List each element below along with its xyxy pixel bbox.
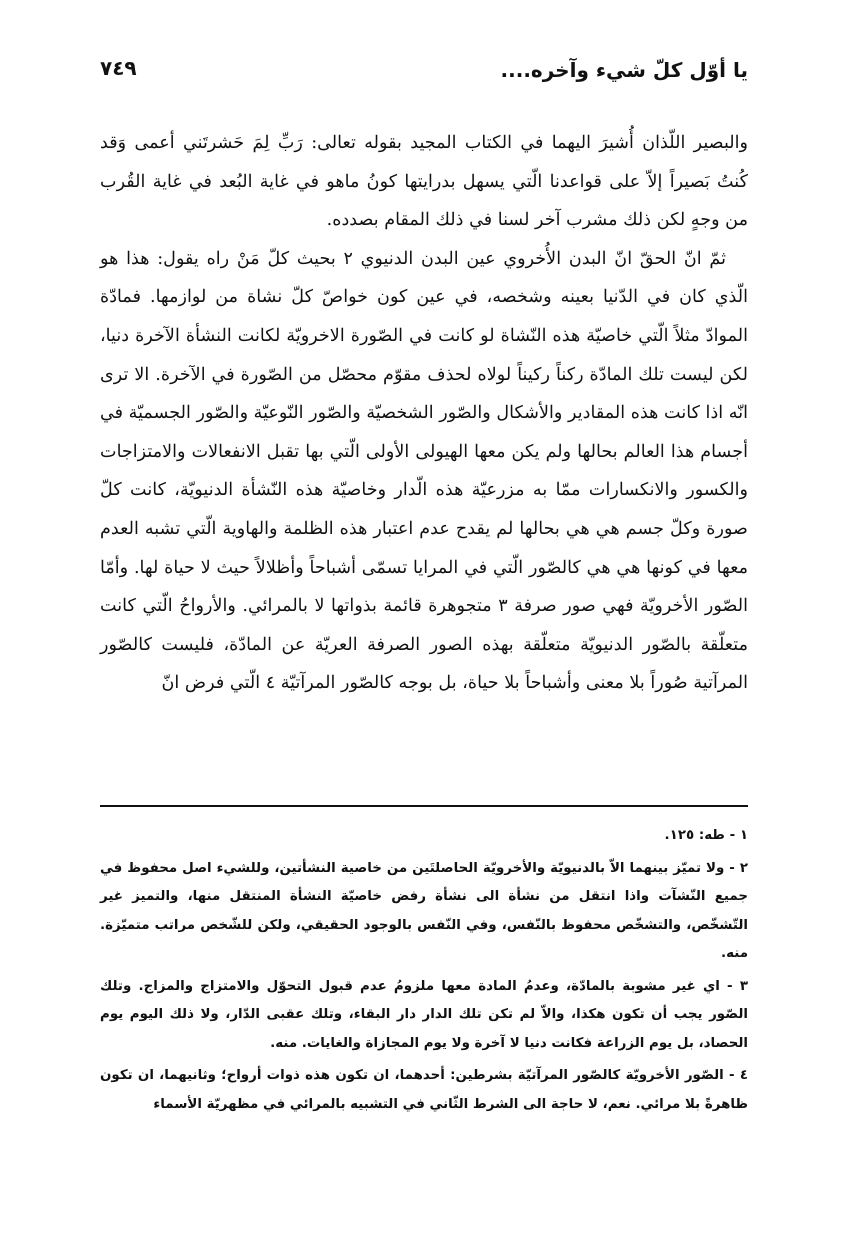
- page-number: ٧٤٩: [100, 56, 137, 80]
- footnote-2: ٢ - ولا تميّز بينهما الاّ بالدنيويّة والأخرويّة الحاصلتَين من خاصية النشأتين، وللشيء اصل محفوظ في جميع النّشآت واذا انتقل من نشأة الى نشأة رفض خاصيّة النشأة المنتقل منها، والتميز غير التّشخّص، والتشخّص محفوظ بالنّفس، وفي النّفس بالوجود الحقيقي، ولكن للشّخص مراتب متميّزة. منه.: [100, 860, 748, 961]
- paragraph: ثمّ انّ الحقّ انّ البدن الأُخروي عين البدن الدنيوي ٢ بحيث كلّ مَنْ راه يقول: هذا هو الّذي كان في الدّنيا بعينه وشخصه، في عين كون خواصّ كلّ نشاة من لوازمها. فمادّة الموادّ مثلاً الّتي خاصيّة هذه النّشاة لو كانت في الصّورة الاخرويّة لكانت النشأة الآخرة دنيا، لكن ليست تلك المادّة ركناً ركيناً لولاه لحذف مقوّم محصّل من الصّورة في الآخرة. الا ترى انّه اذا كانت هذه المقادير والأشكال والصّور الشخصيّة والصّور النّوعيّة والصّور الجسميّة في أجسام هذا العالم بحالها ولم يكن معها الهيولى الأولى الّتي بها تقبل الانفعالات والامتزاجات والكسور والانكسارات ممّا به مزرعيّة هذه الّدار وخاصيّة هذه النّشأة الدنيويّة، كانت كلّ صورة وكلّ جسم هي هي بحالها لم يقدح عدم اعتبار هذه الظلمة والهاوية الّتي تشبه العدم معها في كونها هي هي كالصّور الّتي في المرايا تسمّى أشباحاً وأظلالاً حيث لا حياة لها. وأمّا الصّور الأخرويّة فهي صور صرفة ٣ متجوهرة قائمة بذواتها لا بالمرائي. والأرواحُ الّتي كانت متعلّقة بالصّور الدنيويّة متعلّقة بهذه الصور الصرفة العريّة عن المادّة، فليست كالصّور المرآتية صُوراً بلا معنى وأشباحاً بلا حياة، بل بوجه كالصّور المرآتيّة ٤ الّتي فرض انّ: [100, 248, 748, 694]
- footnote-3: ٣ - اي غير مشوبة بالمادّة، وعدمُ المادة معها ملزومُ عدم قبول التحوّل والامتزاج والمزاج. وتلك الصّور يجب أن تكون هكذا، والاّ لم تكن تلك الدار دار البقاء، وتلك عقبى الدّار، ولا ذلك اليوم يوم الحصاد، بل يوم الزراعة فكانت دنيا لا آخرة ولا يوم المجازاة والغايات. منه.: [100, 978, 748, 1051]
- page-header: [100, 52, 748, 92]
- footnote-1: ١ - طه: ١٢٥.: [664, 828, 748, 843]
- running-title: يا أوّل كلّ شيء وآخره....: [500, 58, 748, 82]
- main-text: [100, 124, 748, 703]
- footnotes: [100, 822, 748, 1123]
- footnote-divider: [100, 805, 748, 807]
- paragraph: والبصير اللّذان أُشيرَ اليهما في الكتاب المجيد بقوله تعالى: رَبِّ لِمَ حَشرتَني أعمى وَقد كُنتُ بَصيراً إلاّ على قواعدنا الّتي يسهل بدرايتها كونُ ماهو في غاية البُعد في غاية القُرب من وجهٍ لكن ذلك مشرب آخر لسنا في ذلك المقام بصدده.: [100, 133, 748, 231]
- footnote-4: ٤ - الصّور الأخرويّة كالصّور المرآتيّة بشرطين: أحدهما، ان تكون هذه ذوات أرواح؛ وثانيهما، ان تكون ظاهرةً بلا مرائي. نعم، لا حاجة الى الشرط الثّاني في التشبيه بالمرائي في مظهريّة الأسماء: [100, 1068, 748, 1112]
